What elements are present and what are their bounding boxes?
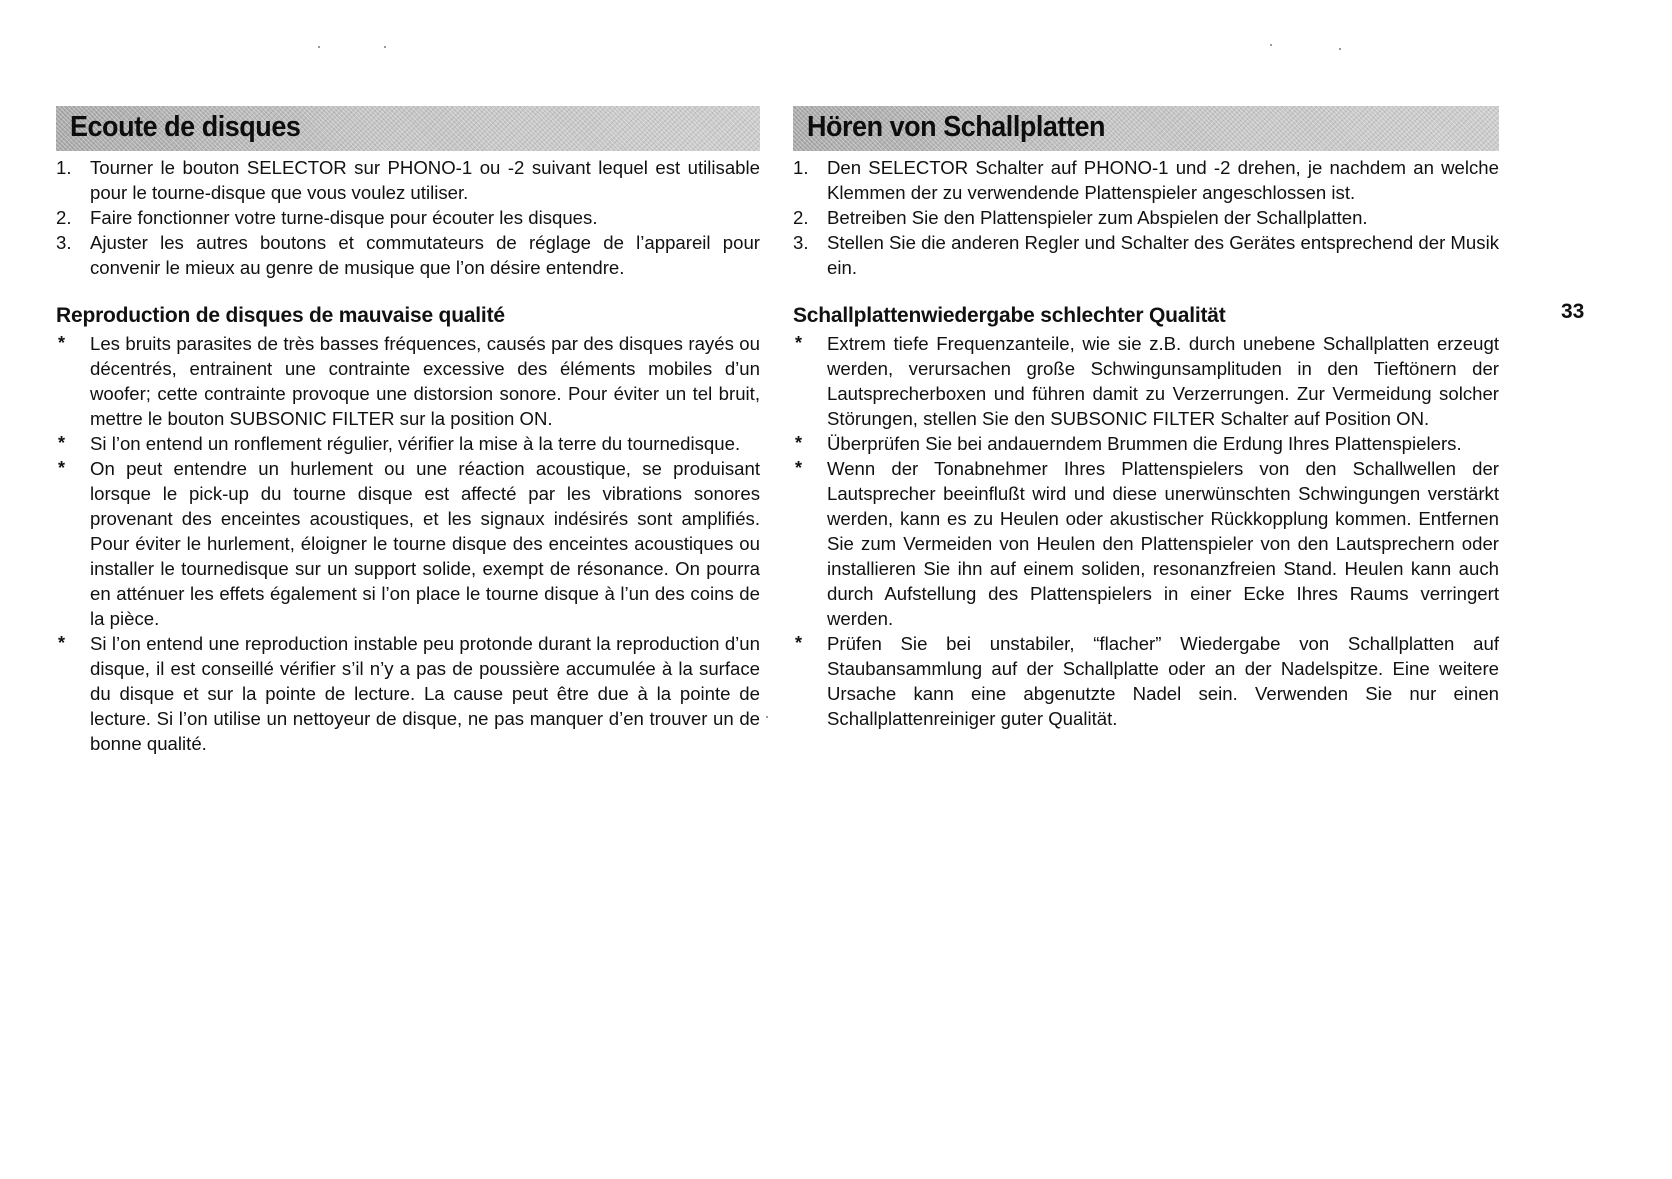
german-heading-banner [793,106,1499,151]
step-number: 2. [56,207,72,228]
german-note [793,456,1499,631]
step-text: Faire fonctionner votre turne-disque pour écouter les disques. [90,207,598,228]
step-text: Tourner le bouton SELECTOR sur PHONO-1 ou -2 suivant lequel est utilisable pour le tourne-disque que vous voulez utiliser. [90,157,760,203]
french-note [56,431,760,456]
bullet-asterisk: * [58,433,66,453]
bullet-asterisk: * [795,458,803,478]
german-notes-list [793,331,1499,731]
bullet-asterisk: * [58,333,66,353]
german-note [793,431,1499,456]
page-number: 33 [1561,300,1585,323]
step-number: 1. [56,157,72,178]
step-number: 2. [793,207,809,228]
french-note [56,331,760,431]
french-note [56,456,760,631]
step-number: 3. [793,232,809,253]
french-subheading: Reproduction de disques de mauvaise qualité [56,304,505,327]
step-number: 1. [793,157,809,178]
step-number: 3. [56,232,72,253]
german-section [793,106,1499,731]
scan-speck [1339,48,1341,50]
french-heading-banner [56,106,760,151]
french-steps-list [56,155,760,280]
french-note [56,631,760,756]
scan-speck [1270,44,1272,46]
bullet-asterisk: * [795,333,803,353]
german-steps-list [793,155,1499,280]
note-text: Si l’on entend un ronflement régulier, vérifier la mise à la terre du tournedisque. [90,433,741,454]
french-step [56,205,760,230]
french-section [56,106,760,756]
german-note [793,331,1499,431]
french-notes-list [56,331,760,756]
note-text: Wenn der Tonabnehmer Ihres Plattenspielers von den Schallwellen der Lautsprecher beeinflußt wird und diese unerwünschten Schwingungen verstärkt werden, kann es zu Heulen oder akustischer Rückkopplung kommen. Entfernen Sie zum Vermeiden von Heulen den Plattenspieler von den Lautsprechern oder installieren Sie ihn auf einem soliden, resonanzfreien Stand. Heulen kann auch durch Aufstellung des Plattenspielers in einer Ecke Ihres Raums verringert werden. [827,458,1499,629]
scan-speck [766,716,768,718]
note-text: Extrem tiefe Frequenzanteile, wie sie z.B. durch unebene Schallplatten erzeugt werden, verursachen große Schwingunsamplituden in den Tieftönern der Lautsprecherboxen und führen damit zu Verzerrungen. Zur Vermeidung solcher Störungen, stellen Sie den SUBSONIC FILTER Schalter auf Position ON. [827,333,1499,429]
note-text: On peut entendre un hurlement ou une réaction acoustique, se produisant lorsque le pick-up du tourne disque est affecté par les vibrations sonores provenant des enceintes acoustiques, et les signaux indésirés sont amplifiés. Pour éviter le hurlement, éloigner le tourne disque des enceintes acoustiques ou installer le tournedisque sur un support solide, exempt de résonance. On pourra en atténuer les effets également si l’on place le tourne disque à l’un des coins de la pièce. [90,458,760,629]
note-text: Prüfen Sie bei unstabiler, “flacher” Wiedergabe von Schallplatten auf Staubansammlung auf der Schallplatte oder an der Nadelspitze. Eine weitere Ursache kann eine abgenutzte Nadel sein. Verwenden Sie nur einen Schallplattenreiniger guter Qualität. [827,633,1499,729]
scan-speck [384,46,386,48]
step-text: Den SELECTOR Schalter auf PHONO-1 und -2 drehen, je nachdem an welche Klemmen der zu verwendende Plattenspieler angeschlossen ist. [827,157,1499,203]
step-text: Stellen Sie die anderen Regler und Schalter des Gerätes entsprechend der Musik ein. [827,232,1499,278]
bullet-asterisk: * [795,633,803,653]
bullet-asterisk: * [795,433,803,453]
german-step [793,155,1499,205]
scan-speck [318,46,320,48]
french-heading: Ecoute de disques [70,111,301,143]
note-text: Les bruits parasites de très basses fréquences, causés par des disques rayés ou décentrés, entrainent une contrainte excessive des éléments mobiles d’un woofer; cette contrainte provoque une distorsion sonore. Pour éviter un tel bruit, mettre le bouton SUBSONIC FILTER sur la position ON. [90,333,760,429]
german-step [793,230,1499,280]
french-step [56,155,760,205]
german-subheading: Schallplattenwiedergabe schlechter Qualität [793,304,1226,327]
step-text: Ajuster les autres boutons et commutateurs de réglage de l’appareil pour convenir le mieux au genre de musique que l’on désire entendre. [90,232,760,278]
bullet-asterisk: * [58,458,66,478]
note-text: Überprüfen Sie bei andauerndem Brummen die Erdung Ihres Plattenspielers. [827,433,1462,454]
german-heading: Hören von Schallplatten [807,111,1106,143]
german-step [793,205,1499,230]
bullet-asterisk: * [58,633,66,653]
step-text: Betreiben Sie den Plattenspieler zum Abspielen der Schallplatten. [827,207,1368,228]
german-note [793,631,1499,731]
note-text: Si l’on entend une reproduction instable peu protonde durant la reproduction d’un disque, il est conseillé vérifier s’il n’y a pas de poussière accumulée à la surface du disque et sur la pointe de lecture. La cause peut être due à la pointe de lecture. Si l’on utilise un nettoyeur de disque, ne pas manquer d’en trouver un de bonne qualité. [90,633,760,754]
french-step [56,230,760,280]
